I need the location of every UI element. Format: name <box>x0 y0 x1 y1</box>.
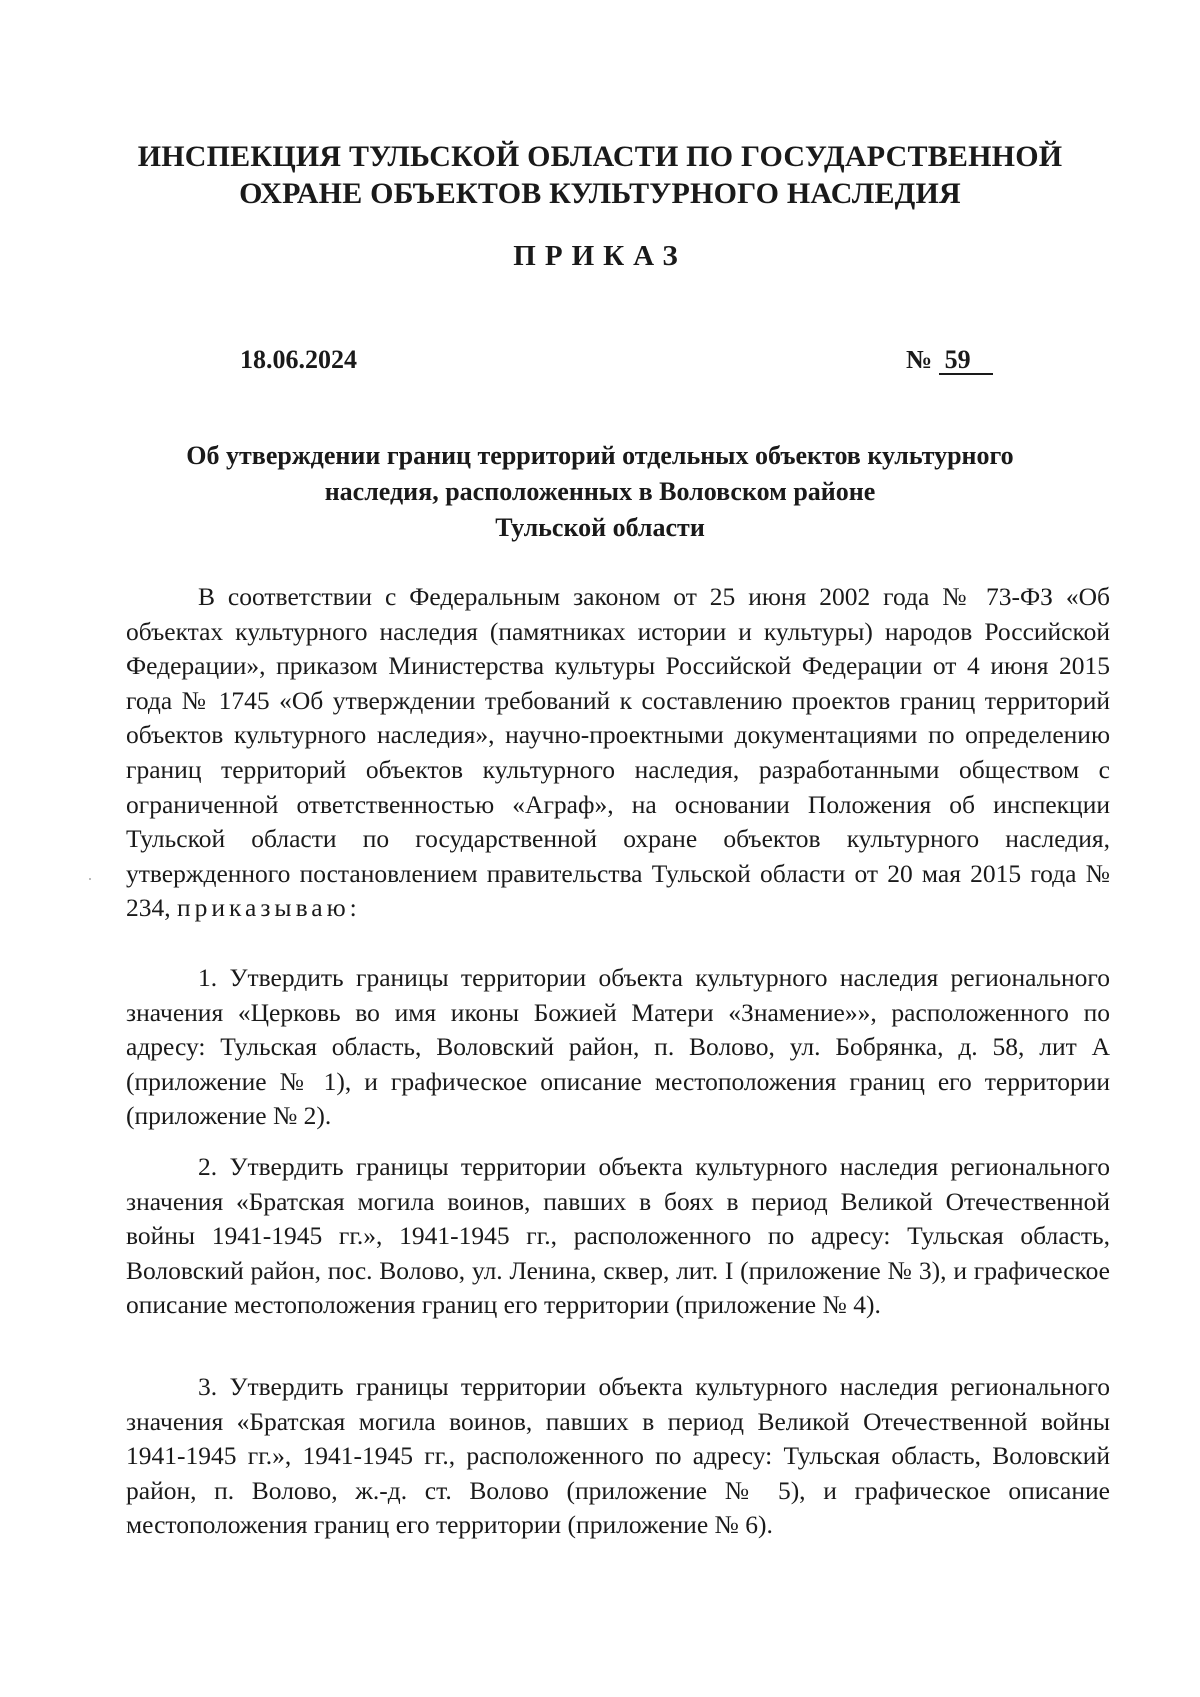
subject-line-3: Тульской области <box>495 513 705 542</box>
order-number-value: 59 <box>939 347 993 375</box>
document-type: ПРИКАЗ <box>513 240 687 272</box>
order-number <box>906 345 993 375</box>
subject-line-1: Об утверждении границ территорий отдельных объектов культурного <box>186 441 1014 470</box>
order-item-2 <box>126 1150 1110 1323</box>
order-item-2-text: 2. Утвердить границы территории объекта культурного наследия регионального значения «Братская могила воинов, павших в боях в период Великой Отечественной войны 1941-1945 гг.», 1941-1945 гг., расположенного по адресу: Тульская область, Воловский район, пос. Волово, ул. Ленина, сквер, лит. I (приложение № 3), и графическое описание местоположения границ его территории (приложение № 4). <box>126 1152 1110 1320</box>
organization-heading <box>120 138 1080 212</box>
order-item-3-text: 3. Утвердить границы территории объекта культурного наследия регионального значения «Братская могила воинов, павших в период Великой Отечественной войны 1941-1945 гг.», 1941-1945 гг., расположенного по адресу: Тульская область, Воловский район, п. Волово, ж.-д. ст. Волово (приложение № 5), и графическое описание местоположения границ его территории (приложение № 6). <box>126 1372 1110 1540</box>
preamble-command: приказываю: <box>177 893 361 923</box>
order-subject <box>120 438 1080 546</box>
order-item-1 <box>126 961 1110 1134</box>
preamble-paragraph <box>126 580 1110 926</box>
organization-line-1: ИНСПЕКЦИЯ ТУЛЬСКОЙ ОБЛАСТИ ПО ГОСУДАРСТВЕННОЙ <box>137 140 1063 173</box>
subject-line-2: наследия, расположенных в Воловском районе <box>324 477 876 506</box>
scan-speck <box>89 878 91 880</box>
order-number-prefix: № <box>906 345 933 374</box>
order-item-3 <box>126 1370 1110 1543</box>
preamble-text: В соответствии с Федеральным законом от 25 июня 2002 года № 73-ФЗ «Об объектах культурного наследия (памятниках истории и культуры) народов Российской Федерации», приказом Министерства культуры Российской Федерации от 4 июня 2015 года № 1745 «Об утверждении требований к составлению проектов границ территорий объектов культурного наследия», научно-проектными документациями по определению границ территорий объектов культурного наследия, разработанными обществом с ограниченной ответственностью «Аграф», на основании Положения об инспекции Тульской области по государственной охране объектов культурного наследия, утвержденного постановлением правительства Тульской области от 20 мая 2015 года № 234, <box>126 582 1110 923</box>
order-item-1-text: 1. Утвердить границы территории объекта культурного наследия регионального значения «Церковь во имя иконы Божией Матери «Знамение»», расположенного по адресу: Тульская область, Воловский район, п. Волово, ул. Бобрянка, д. 58, лит А (приложение № 1), и графическое описание местоположения границ его территории (приложение № 2). <box>126 963 1110 1131</box>
organization-line-2: ОХРАНЕ ОБЪЕКТОВ КУЛЬТУРНОГО НАСЛЕДИЯ <box>239 177 961 210</box>
order-date: 18.06.2024 <box>240 345 357 374</box>
